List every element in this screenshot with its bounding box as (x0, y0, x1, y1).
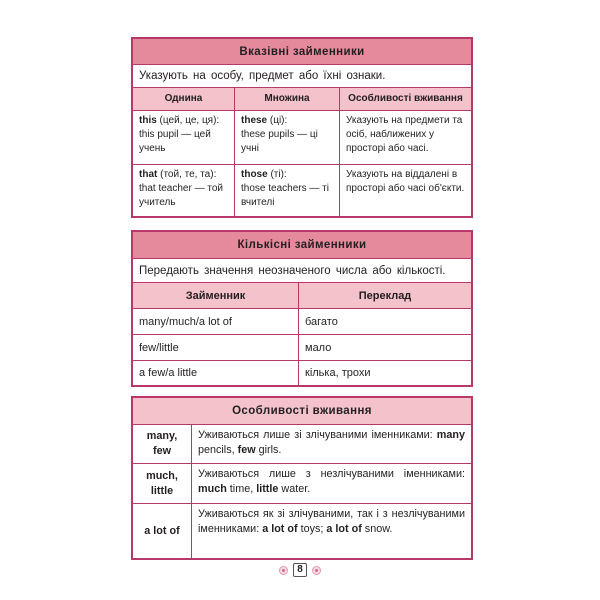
pronoun-example: this pupil — цей учень (139, 129, 211, 154)
term-cell: much, little (133, 464, 192, 503)
example-bold: many (436, 429, 465, 441)
pronoun-word: that (139, 169, 158, 180)
pronoun-example: those teachers — ті вчителі (241, 183, 329, 208)
explanation-cell (192, 425, 471, 463)
example-text: time, (226, 483, 257, 495)
explanation-cell (192, 464, 471, 503)
pronoun-word: this (139, 115, 157, 126)
term-cell: many, few (133, 425, 192, 463)
usage-cell: Указують на віддалені в просторі або часі об'єкти. (346, 169, 465, 194)
explanation-text: Уживаються лише зі злічуваними іменниками: (198, 429, 437, 441)
example-bold: few (237, 444, 256, 456)
pronoun-cell: many/much/a lot of (133, 309, 299, 334)
table-row (133, 309, 471, 335)
explanation-cell (192, 504, 471, 558)
table-title: Особливості вживання (133, 398, 471, 425)
table-row (133, 425, 471, 464)
table-title: Вказівні займенники (133, 39, 471, 65)
usage-cell: Указують на предмети та осіб, наближених у просторі або часі. (346, 115, 463, 154)
pronoun-translation: (ці): (267, 115, 288, 126)
column-header: Особливості вживання (340, 88, 471, 110)
table-row (133, 335, 471, 361)
example-text: toys; (297, 523, 327, 535)
pronoun-cell: a few/a little (133, 361, 299, 385)
translation-cell: багато (305, 315, 338, 328)
example-bold: a lot of (262, 523, 298, 535)
example-text: snow. (361, 523, 393, 535)
example-text: water. (278, 483, 311, 495)
table-row (133, 361, 471, 385)
term-cell: a lot of (133, 504, 192, 558)
example-bold: little (256, 483, 279, 495)
column-header: Переклад (299, 283, 471, 308)
table-row (133, 111, 471, 165)
explanation-text: Уживаються як зі злічуваними, так і з незлічуваними іменниками: (198, 508, 465, 535)
pronoun-example: that teacher — той учитель (139, 183, 223, 208)
pronoun-example: these pupils — ці учні (241, 129, 318, 154)
column-header: Однина (133, 88, 235, 110)
flower-ornament-icon (279, 566, 288, 575)
plural-cell (235, 165, 340, 216)
pronoun-translation: (той, те, та): (157, 169, 217, 180)
flower-ornament-icon (312, 566, 321, 575)
table-description: Передають значення неозначеного числа або кількості. (133, 259, 471, 283)
explanation-text: Уживаються лише з незлічуваними іменниками: (198, 468, 465, 480)
singular-cell (133, 165, 235, 216)
example-text: girls. (255, 444, 282, 456)
plural-cell (235, 111, 340, 164)
translation-cell: кілька, трохи (305, 367, 371, 379)
pronoun-cell: few/little (133, 335, 299, 360)
table-row (133, 464, 471, 504)
pronoun-word: these (241, 115, 268, 126)
table-row (133, 165, 471, 216)
example-text: pencils, (198, 444, 238, 456)
pronoun-translation: (ті): (267, 169, 287, 180)
table-row (133, 504, 471, 558)
singular-cell (133, 111, 235, 164)
usage-table (131, 396, 473, 560)
page-footer (0, 563, 600, 577)
column-header: Займенник (133, 283, 299, 308)
column-header: Множина (235, 88, 340, 110)
column-headers (133, 88, 471, 111)
pronoun-translation: (цей, це, ця): (156, 115, 220, 126)
pronoun-word: those (241, 169, 268, 180)
page-number: 8 (293, 563, 307, 577)
quantitative-pronouns-table (131, 230, 473, 387)
translation-cell: мало (305, 341, 332, 354)
example-bold: much (198, 483, 227, 495)
column-headers (133, 283, 471, 309)
table-title: Кількісні займенники (133, 232, 471, 259)
demonstrative-pronouns-table (131, 37, 473, 218)
table-description: Указують на особу, предмет або їхні ознаки. (133, 65, 471, 88)
example-bold: a lot of (326, 523, 362, 535)
